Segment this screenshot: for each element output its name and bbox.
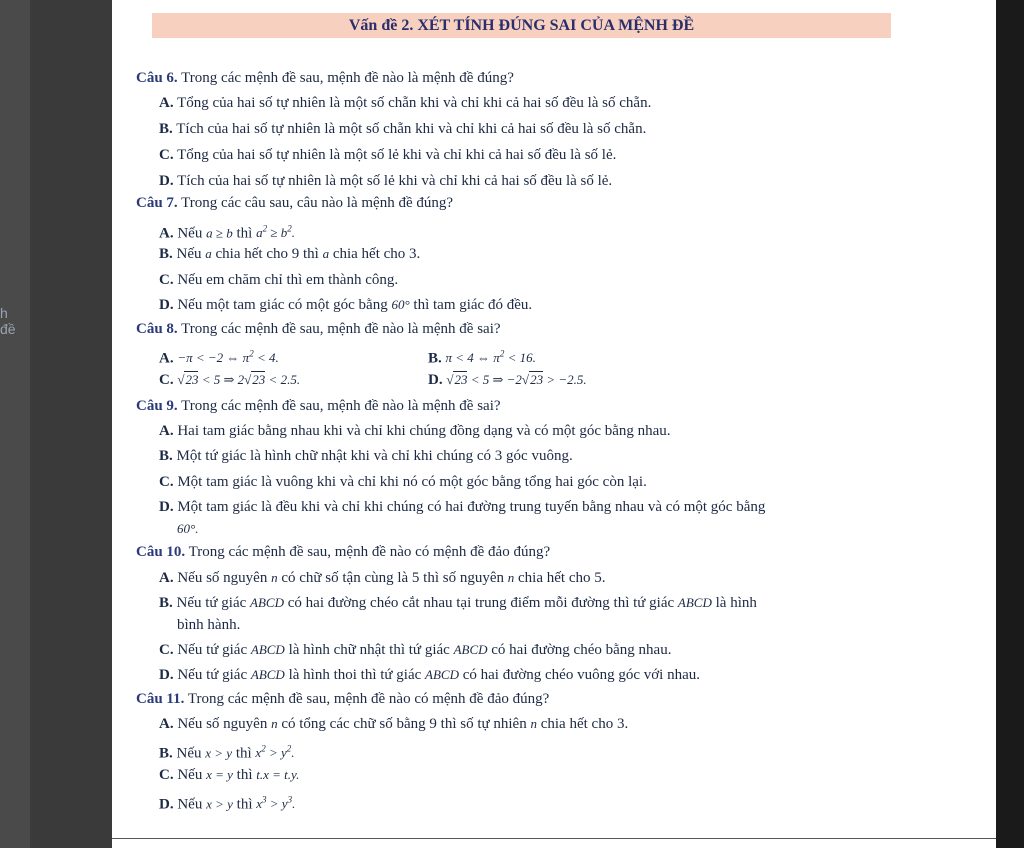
question-text: Trong các mệnh đề sau, mệnh đề nào có mệnh đề đảo đúng? <box>187 691 550 707</box>
math-expression: ABCD <box>453 642 488 657</box>
option-text: Một tứ giác là hình chữ nhật khi và chỉ khi chúng có 3 góc vuông. <box>176 448 573 464</box>
viewer-left-strip <box>0 0 30 848</box>
option-text: Nếu <box>176 745 202 762</box>
option-text: thì <box>236 796 253 813</box>
option-label: B. <box>159 246 173 262</box>
math-expression: n <box>271 716 278 731</box>
option-label: D. <box>159 173 174 189</box>
option-10b <box>159 594 757 612</box>
option-9c <box>159 473 647 491</box>
option-text: Tổng của hai số tự nhiên là một số lẻ khi và chỉ khi cả hai số đều là số lẻ. <box>177 147 617 163</box>
option-8a <box>159 345 279 367</box>
question-label: Câu 11. <box>136 691 185 707</box>
math-expression: $x^2 > y^2$. <box>255 744 295 761</box>
option-text: Nếu tứ giác <box>177 667 248 683</box>
question-text: Trong các mệnh đề sau, mệnh đề nào là mệnh đề sai? <box>181 398 501 414</box>
option-text: có chữ số tận cùng là 5 thì số nguyên <box>281 570 505 586</box>
option-11a <box>159 715 628 733</box>
math-expression: ABCD <box>250 642 285 657</box>
option-label: B. <box>159 448 173 464</box>
option-label: C. <box>159 474 174 490</box>
option-text: Nếu <box>176 246 202 262</box>
option-9a <box>159 422 671 440</box>
option-text: Nếu tứ giác <box>177 642 248 658</box>
option-text: thì tam giác đó đều. <box>413 297 533 313</box>
option-text: có hai đường chéo bằng nhau. <box>491 642 672 658</box>
option-7c <box>159 271 398 289</box>
option-text: Nếu <box>177 796 203 813</box>
option-11b <box>159 740 295 762</box>
option-10c <box>159 641 671 659</box>
math-expression: a <box>205 246 212 261</box>
page-bottom-border <box>112 838 996 839</box>
math-expression: 60° <box>391 297 410 312</box>
option-text: Nếu tứ giác <box>176 595 247 611</box>
option-label: C. <box>159 272 174 288</box>
math-expression: $x^3 > y^3$. <box>256 795 296 812</box>
section-title: Vấn đề 2. XÉT TÍNH ĐÚNG SAI CỦA MỆNH ĐỀ <box>152 13 891 38</box>
option-10a <box>159 569 605 587</box>
math-expression: ABCD <box>425 667 459 682</box>
option-text: Tích của hai số tự nhiên là một số chẵn khi và chỉ khi cả hai số đều là số chẵn. <box>176 121 647 137</box>
math-expression: x > y <box>206 796 233 812</box>
math-expression: ABCD <box>677 595 712 610</box>
background-side-text: h đề <box>0 305 16 337</box>
math-expression: x = y <box>206 767 233 782</box>
question-text: Trong các câu sau, câu nào là mệnh đề đúng? <box>181 195 454 211</box>
math-expression: ABCD <box>250 595 284 610</box>
math-expression: a ≥ b <box>206 225 233 241</box>
option-label: A. <box>159 225 174 242</box>
question-label: Câu 7. <box>136 195 178 211</box>
option-text: Nếu <box>177 767 203 783</box>
math-expression: x > y <box>205 745 233 761</box>
math-expression: n <box>507 570 515 585</box>
option-7a <box>159 220 295 242</box>
math-expression: n <box>530 716 537 731</box>
option-text: chia hết cho 5. <box>518 570 606 586</box>
option-8c <box>159 371 300 389</box>
question-11 <box>136 690 549 708</box>
question-text: Trong các mệnh đề sau, mệnh đề nào là mệnh đề đúng? <box>181 70 514 86</box>
option-label: D. <box>159 667 174 683</box>
question-label: Câu 10. <box>136 544 186 560</box>
option-label: D. <box>428 372 443 388</box>
option-label: A. <box>159 423 174 439</box>
question-9 <box>136 397 501 415</box>
math-expression: a <box>322 246 330 261</box>
question-label: Câu 6. <box>136 70 178 86</box>
option-7b <box>159 245 420 263</box>
option-8b <box>428 345 536 367</box>
option-text: Nếu em chăm chỉ thì em thành công. <box>177 272 399 288</box>
option-6d <box>159 172 612 190</box>
option-text: là hình chữ nhật thì tứ giác <box>288 642 450 658</box>
question-label: Câu 9. <box>136 398 178 414</box>
option-label: D. <box>159 796 174 813</box>
math-expression: √23 < 5 ⇒ 2√23 < 2.5. <box>177 372 301 387</box>
option-text: chia hết cho 3. <box>540 716 629 732</box>
option-text: Nếu số nguyên <box>177 570 268 586</box>
question-text: Trong các mệnh đề sau, mệnh đề nào là mệnh đề sai? <box>181 321 501 337</box>
option-text: thì <box>236 225 253 242</box>
option-text: có tổng các chữ số bằng 9 thì số tự nhiên <box>281 716 527 732</box>
math-expression: t.x = t.y. <box>256 767 300 782</box>
option-text: thì <box>236 767 253 783</box>
option-text: Nếu một tam giác có một góc bằng <box>177 297 388 313</box>
math-expression: ABCD <box>250 667 285 682</box>
option-label: A. <box>159 570 174 586</box>
option-text: Một tam giác là vuông khi và chỉ khi nó có một góc bằng tổng hai góc còn lại. <box>177 474 647 490</box>
viewer-right-panel <box>996 0 1024 848</box>
option-text: Hai tam giác bằng nhau khi và chỉ khi chúng đồng dạng và có một góc bằng nhau. <box>177 423 671 439</box>
option-text: chia hết cho 3. <box>332 246 421 262</box>
option-text: chia hết cho 9 thì <box>215 246 319 262</box>
option-9d <box>159 498 765 516</box>
option-text: Tích của hai số tự nhiên là một số lẻ khi và chỉ khi cả hai số đều là số lẻ. <box>177 173 613 189</box>
option-10b-continuation: bình hành. <box>177 617 241 633</box>
math-expression: n <box>271 570 278 585</box>
option-text: là hình <box>715 595 757 611</box>
option-label: A. <box>159 716 174 732</box>
option-9b <box>159 447 573 465</box>
option-text: có hai đường chéo vuông góc với nhau. <box>462 667 701 683</box>
option-label: B. <box>159 745 173 762</box>
option-10d <box>159 666 700 684</box>
option-label: A. <box>159 95 174 111</box>
option-text: có hai đường chéo cắt nhau tại trung điểm mỗi đường thì tứ giác <box>287 595 675 611</box>
question-8 <box>136 320 501 338</box>
option-text: Một tam giác là đều khi và chỉ khi chúng có hai đường trung tuyến bằng nhau và có một góc bằng <box>177 499 766 515</box>
option-text: Tổng của hai số tự nhiên là một số chẵn khi và chỉ khi cả hai số đều là số chẵn. <box>177 95 652 111</box>
option-label: C. <box>159 147 174 163</box>
question-text: Trong các mệnh đề sau, mệnh đề nào có mệnh đề đảo đúng? <box>188 544 551 560</box>
option-9d-continuation: 60°. <box>177 521 199 536</box>
option-8d <box>428 371 587 389</box>
math-expression: $a^2 \ge b^2$. <box>256 224 295 241</box>
option-label: D. <box>159 297 174 313</box>
option-11c <box>159 766 299 784</box>
option-label: B. <box>159 121 173 137</box>
option-6c <box>159 146 616 164</box>
option-label: B. <box>428 350 442 367</box>
math-expression: −π < −2 ⇔ $\pi^2 < 4$. <box>177 349 279 366</box>
option-label: B. <box>159 595 173 611</box>
option-6a <box>159 94 651 112</box>
math-expression: π < 4 ⇔ $\pi^2 < 16$. <box>445 349 536 366</box>
option-11d <box>159 791 295 813</box>
question-7 <box>136 194 453 212</box>
option-6b <box>159 120 646 138</box>
option-text: là hình thoi thì tứ giác <box>288 667 422 683</box>
option-label: C. <box>159 372 174 388</box>
option-text: thì <box>235 745 252 762</box>
option-7d <box>159 296 532 314</box>
option-label: D. <box>159 499 174 515</box>
question-10 <box>136 543 550 561</box>
document-page <box>112 0 996 848</box>
option-text: Nếu số nguyên <box>177 716 268 732</box>
math-expression: √23 < 5 ⇒ −2√23 > −2.5. <box>446 372 587 387</box>
question-label: Câu 8. <box>136 321 178 337</box>
option-text: Nếu <box>177 225 203 242</box>
option-label: C. <box>159 642 174 658</box>
option-label: A. <box>159 350 174 367</box>
option-label: C. <box>159 767 174 783</box>
question-6 <box>136 69 514 87</box>
